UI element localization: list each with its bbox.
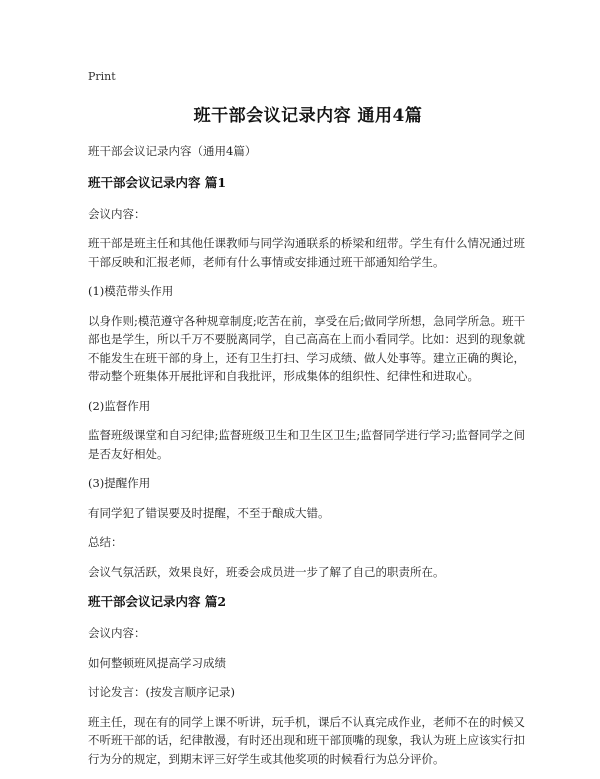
paragraph: 会议内容： bbox=[88, 206, 146, 221]
print-label: Print bbox=[88, 70, 116, 83]
section-title: 班干部会议记录内容 篇2 bbox=[88, 594, 227, 609]
paragraph: (1)模范带头作用 bbox=[88, 284, 174, 298]
paragraph: 会议气氛活跃，效果良好，班委会成员进一步了解了自己的职责所在。 bbox=[88, 564, 445, 579]
paragraph: 以身作则;模范遵守各种规章制度;吃苦在前，享受在后;做同学所想，急同学所急。班干部也是学生，所以千万不要脱离同学，自己高高在上而小看同学。比如：迟到的现象就不能发生在班干部的身上，还有卫生打扫、学习成绩、做人处事等。建立正确的舆论，带动整个班集体开展批评和自我批评，形成集体的组织性、纪律性和进取心。 bbox=[88, 313, 526, 383]
paragraph: 会议内容： bbox=[88, 626, 146, 640]
paragraph: 讨论发言：(按发言顺序记录) bbox=[88, 685, 235, 699]
section-1 bbox=[88, 173, 528, 582]
paragraph: 如何整顿班风提高学习成绩 bbox=[88, 655, 226, 670]
paragraph: 有同学犯了错误要及时提醒，不至于酿成大错。 bbox=[88, 505, 330, 520]
paragraph: (2)监督作用 bbox=[88, 398, 151, 413]
document-title: 班干部会议记录内容 通用4篇 bbox=[193, 106, 423, 126]
document-subtitle: 班干部会议记录内容（通用4篇） bbox=[88, 144, 257, 158]
paragraph: 班干部是班主任和其他任课教师与同学沟通联系的桥梁和纽带。学生有什么情况通过班干部反映和汇报老师，老师有什么事情或安排通过班干部通知给学生。 bbox=[88, 236, 525, 269]
paragraph: 班主任，现在有的同学上课不听讲，玩手机，课后不认真完成作业，老师不在的时候又不听班干部的话，纪律散漫，有时还出现和班干部顶嘴的现象，我认为班上应该实行扣行为分的规定，到期末评三好学生或其他奖项的时候看行为总分评价。 bbox=[88, 714, 525, 766]
document-page bbox=[88, 70, 528, 779]
paragraph: 总结： bbox=[88, 535, 123, 549]
section-2 bbox=[88, 592, 528, 768]
section-title: 班干部会议记录内容 篇1 bbox=[88, 174, 227, 190]
paragraph: 监督班级课堂和自习纪律;监督班级卫生和卫生区卫生;监督同学进行学习;监督同学之间是否友好相处。 bbox=[88, 428, 526, 461]
paragraph: (3)提醒作用 bbox=[88, 476, 151, 490]
